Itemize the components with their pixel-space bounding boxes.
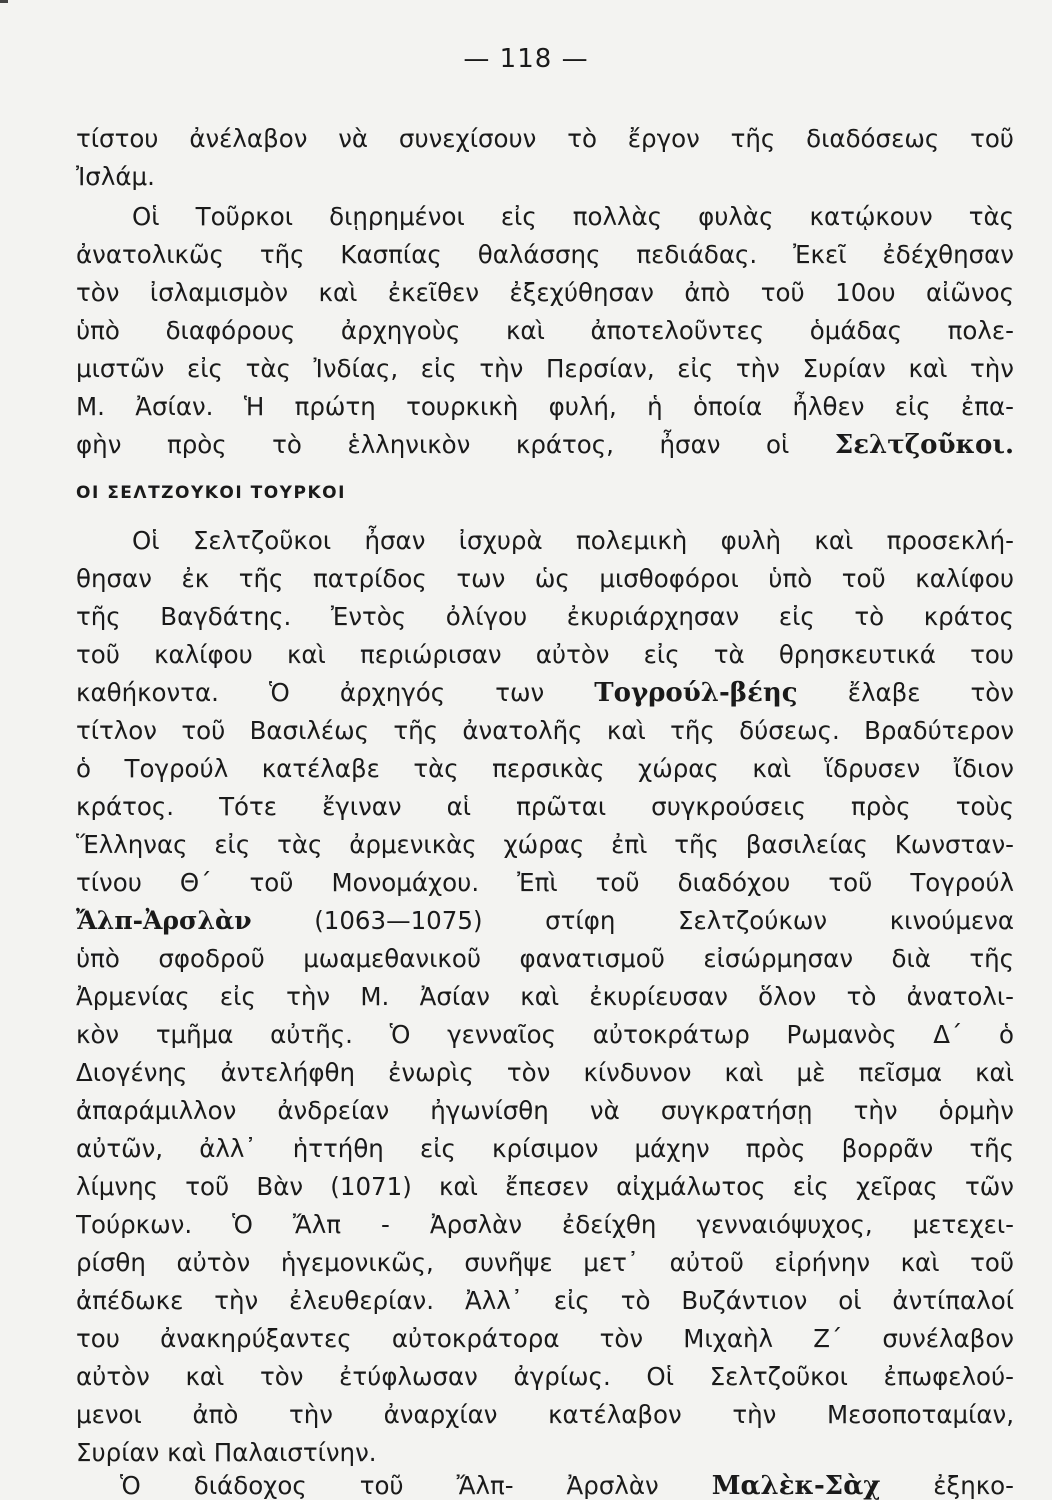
bold-term: Μαλὲκ-Σὰχ [711,1472,881,1500]
text-span: ἔλαβε τὸν [847,678,1014,707]
text-line: τὸν ἰσλαμισμὸν καὶ ἐκεῖθεν ἐξεχύθησαν ἀπὸ τοῦ 10ου αἰῶνος [76,278,1014,307]
text-line: ρίσθη αὐτὸν ἡγεμονικῶς, συνῆψε μετ᾿ αὐτοῦ εἰρήνην καὶ τοῦ [76,1248,1014,1277]
text-line: κράτος. Τότε ἔγιναν αἱ πρῶται συγκρούσεις πρὸς τοὺς [76,792,1014,821]
text-line: ὁ Τογρούλ κατέλαβε τὰς περσικὰς χώρας καὶ ἵδρυσεν ἴδιον [76,754,1014,783]
text-line [120,1472,1014,1500]
text-span: (1063—1075) στίφη Σελτζούκων κινούμενα [314,906,1014,935]
section-heading: ΟΙ ΣΕΛΤΖΟΥΚΟΙ ΤΟΥΡΚΟΙ [76,483,346,503]
text-line: τίνου Θ΄ τοῦ Μονομάχου. Ἐπὶ τοῦ διαδόχου τοῦ Τογρούλ [76,868,1014,897]
text-line: λίμνης τοῦ Βὰν (1071) καὶ ἔπεσεν αἰχμάλωτος εἰς χεῖρας τῶν [76,1172,1014,1201]
text-line: Ἕλληνας εἰς τὰς ἀρμενικὰς χώρας ἐπὶ τῆς βασιλείας Κωνσταν- [76,830,1014,859]
text-line: κὸν τμῆμα αὐτῆς. Ὁ γενναῖος αὐτοκράτωρ Ρωμανὸς Δ΄ ὁ [76,1020,1014,1049]
text-line: μιστῶν εἰς τὰς Ἰνδίας, εἰς τὴν Περσίαν, εἰς τὴν Συρίαν καὶ τὴν [76,354,1014,383]
text-line: θησαν ἐκ τῆς πατρίδος των ὡς μισθοφόροι ὑπὸ τοῦ καλίφου [76,564,1014,593]
text-line: Διογένης ἀντελήφθη ἐνωρὶς τὸν κίνδυνον καὶ μὲ πεῖσμα καὶ [76,1058,1014,1087]
text-line: τοῦ καλίφου καὶ περιώρισαν αὐτὸν εἰς τὰ θρησκευτικά του [76,640,1014,669]
text-line: ἀπαράμιλλον ἀνδρείαν ἠγωνίσθη νὰ συγκρατήσῃ τὴν ὁρμὴν [76,1096,1014,1125]
text-span: ἐξηκο- [933,1472,1014,1500]
text-line: τίστου ἀνέλαβον νὰ συνεχίσουν τὸ ἔργον τῆς διαδόσεως τοῦ [76,124,1014,153]
text-span: φὴν πρὸς τὸ ἑλληνικὸν κράτος, ἦσαν οἱ [76,430,790,459]
text-line [76,674,1014,712]
bold-term: Ἄλπ-Ἀρσλὰν [76,906,252,935]
text-line: Συρίαν καὶ Παλαιστίνην. [76,1438,377,1467]
text-line: τίτλον τοῦ Βασιλέως τῆς ἀνατολῆς καὶ τῆς δύσεως. Βραδύτερον [76,716,1014,745]
text-line: Οἱ Σελτζοῦκοι ἦσαν ἰσχυρὰ πολεμικὴ φυλὴ καὶ προσεκλή- [132,526,1014,555]
bold-term: Σελτζοῦκοι. [834,430,1014,460]
text-span: καθήκοντα. Ὁ ἀρχηγός των [76,678,545,707]
text-line: Τούρκων. Ὁ Ἄλπ - Ἀρσλὰν ἐδείχθη γενναιόψυχος, μετεχει- [76,1210,1014,1239]
text-line: του ἀνακηρύξαντες αὐτοκράτορα τὸν Μιχαὴλ Ζ΄ συνέλαβον [76,1324,1014,1353]
text-line: τῆς Βαγδάτης. Ἐντὸς ὀλίγου ἐκυριάρχησαν εἰς τὸ κράτος [76,602,1014,631]
text-line: αὐτὸν καὶ τὸν ἐτύφλωσαν ἀγρίως. Οἱ Σελτζοῦκοι ἐπωφελού- [76,1362,1014,1391]
page-edge-mark [0,0,8,3]
text-line: Οἱ Τοῦρκοι διῃρημένοι εἰς πολλὰς φυλὰς κατῴκουν τὰς [132,202,1014,231]
page-number: — 118 — [463,44,589,74]
text-line [76,426,1014,464]
bold-term: Τογρούλ-βέης [594,678,798,708]
text-span: Ὁ διάδοχος τοῦ Ἄλπ- Ἀρσλὰν [120,1472,659,1500]
text-line: ὑπὸ διαφόρους ἀρχηγοὺς καὶ ἀποτελοῦντες ὁμάδας πολε- [76,316,1014,345]
text-line: μενοι ἀπὸ τὴν ἀναρχίαν κατέλαβον τὴν Μεσοποταμίαν, [76,1400,1014,1429]
text-line: Ἰσλάμ. [76,162,155,191]
text-line [76,902,1014,940]
text-line: αὐτῶν, ἀλλ᾿ ἡττήθη εἰς κρίσιμον μάχην πρὸς βορρᾶν τῆς [76,1134,1014,1163]
text-line: ἀνατολικῶς τῆς Κασπίας θαλάσσης πεδιάδας. Ἐκεῖ ἐδέχθησαν [76,240,1014,269]
text-line: Μ. Ἀσίαν. Ἡ πρώτη τουρκικὴ φυλή, ἡ ὁποία ἦλθεν εἰς ἐπα- [76,392,1014,421]
text-line: Ἀρμενίας εἰς τὴν Μ. Ἀσίαν καὶ ἐκυρίευσαν ὅλον τὸ ἀνατολι- [76,982,1014,1011]
text-line: ἀπέδωκε τὴν ἐλευθερίαν. Ἀλλ᾿ εἰς τὸ Βυζάντιον οἱ ἀντίπαλοί [76,1286,1014,1315]
text-line: ὑπὸ σφοδροῦ μωαμεθανικοῦ φανατισμοῦ εἰσώρμησαν διὰ τῆς [76,944,1014,973]
